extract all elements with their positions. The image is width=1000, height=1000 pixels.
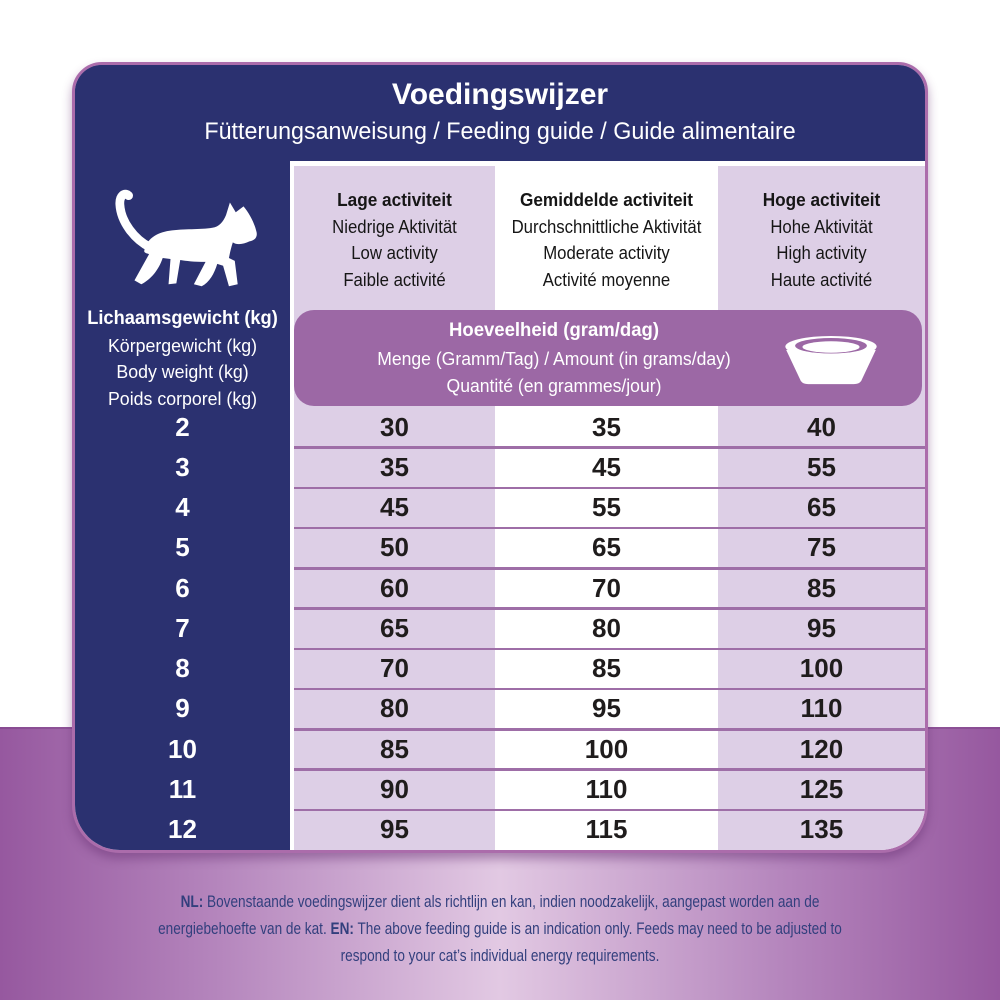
- table-row: [75, 568, 925, 608]
- column-label-en: Low activity: [351, 243, 438, 263]
- column-header-low-activity: [301, 166, 488, 310]
- moderate-activity-amount-cell: 70: [592, 572, 621, 603]
- moderate-activity-amount-cell: 110: [585, 774, 628, 805]
- weight-kg-cell: 9: [175, 693, 190, 724]
- weight-kg-cell: 8: [175, 653, 190, 684]
- moderate-activity-amount-cell: 100: [584, 733, 629, 764]
- weight-kg-cell: 7: [175, 612, 190, 643]
- low-activity-amount-cell: 50: [380, 532, 409, 563]
- weight-kg-cell: 11: [168, 774, 197, 805]
- weight-label-en: Body weight (kg): [116, 361, 249, 382]
- feeding-guide-card: [72, 62, 928, 853]
- high-activity-amount-cell: 125: [799, 774, 844, 805]
- footnote-en-label: EN:: [330, 919, 354, 938]
- column-label-nl: Gemiddelde activiteit: [519, 189, 694, 210]
- body-weight-header: [79, 306, 285, 412]
- column-label-de: Niedrige Aktivität: [332, 216, 457, 237]
- amount-label-de-en: Menge (Gramm/Tag) / Amount (in grams/day): [377, 347, 731, 369]
- weight-kg-cell: 10: [168, 733, 197, 764]
- weight-kg-cell: 3: [175, 451, 190, 482]
- high-activity-amount-cell: 85: [807, 572, 836, 603]
- high-activity-amount-cell: 95: [807, 612, 836, 643]
- high-activity-amount-cell: 100: [799, 653, 844, 684]
- low-activity-amount-cell: 80: [380, 693, 409, 724]
- footnote-nl-text: Bovenstaande voedingswijzer dient als richtlijn en kan, indien noodzakelijk, aangepast worden aan de energiebehoefte van de kat.: [158, 892, 820, 938]
- amount-label-nl: Hoeveelheid (gram/dag): [448, 319, 660, 341]
- high-activity-amount-cell: 65: [807, 492, 836, 523]
- feeding-rows: [75, 407, 925, 850]
- table-row: [75, 528, 925, 568]
- moderate-activity-amount-cell: 35: [592, 411, 621, 442]
- weight-kg-cell: 12: [168, 814, 197, 845]
- low-activity-amount-cell: 45: [380, 492, 409, 523]
- table-row: [75, 608, 925, 648]
- moderate-activity-amount-cell: 65: [592, 532, 621, 563]
- low-activity-amount-cell: 70: [380, 653, 409, 684]
- footnote: [146, 888, 853, 969]
- low-activity-amount-cell: 35: [380, 451, 409, 482]
- high-activity-amount-cell: 135: [799, 814, 844, 845]
- card-title-block: [75, 75, 925, 149]
- weight-label-nl: Lichaamsgewicht (kg): [87, 308, 278, 329]
- high-activity-amount-cell: 40: [807, 411, 836, 442]
- footnote-en-text: The above feeding guide is an indication only. Feeds may need to be adjusted to respond to your cat’s individual energy requirements.: [340, 919, 842, 965]
- table-row: [75, 488, 925, 528]
- table-row: [75, 447, 925, 487]
- cat-silhouette-icon: [90, 183, 288, 295]
- table-row: [75, 810, 925, 850]
- low-activity-amount-cell: 30: [380, 411, 409, 442]
- column-label-de: Hohe Aktivität: [770, 216, 873, 237]
- column-header-moderate-activity: [503, 166, 710, 310]
- low-activity-amount-cell: 65: [380, 612, 409, 643]
- column-label-en: Moderate activity: [543, 243, 670, 263]
- weight-kg-cell: 4: [175, 492, 190, 523]
- weight-kg-cell: 5: [175, 532, 190, 563]
- moderate-activity-amount-cell: 55: [592, 492, 621, 523]
- high-activity-amount-cell: 110: [800, 693, 843, 724]
- high-activity-amount-cell: 55: [807, 451, 836, 482]
- amount-banner: [294, 310, 922, 406]
- footnote-nl-label: NL:: [180, 892, 204, 911]
- weight-kg-cell: 2: [175, 411, 190, 442]
- amount-label-fr: Quantité (en grammes/jour): [446, 375, 662, 396]
- table-row: [75, 729, 925, 769]
- page-title: Voedingswijzer: [391, 78, 609, 111]
- column-header-high-activity: [725, 166, 918, 310]
- amount-banner-text: [331, 317, 778, 400]
- weight-label-fr: Poids corporel (kg): [107, 387, 258, 409]
- low-activity-amount-cell: 95: [380, 814, 409, 845]
- table-row: [75, 649, 925, 689]
- moderate-activity-amount-cell: 45: [592, 451, 621, 482]
- weight-kg-cell: 6: [175, 572, 190, 603]
- page-subtitle: Fütterungsanweisung / Feeding guide / Guide alimentaire: [204, 118, 796, 145]
- low-activity-amount-cell: 60: [380, 572, 409, 603]
- column-label-nl: Hoge activiteit: [762, 189, 881, 210]
- weight-label-de: Körpergewicht (kg): [107, 334, 258, 356]
- column-label-fr: Activité moyenne: [542, 269, 671, 290]
- low-activity-amount-cell: 90: [380, 774, 409, 805]
- table-row: [75, 689, 925, 729]
- low-activity-amount-cell: 85: [380, 733, 409, 764]
- high-activity-amount-cell: 75: [807, 532, 836, 563]
- column-label-en: High activity: [776, 243, 867, 263]
- moderate-activity-amount-cell: 95: [592, 693, 621, 724]
- food-bowl-icon: [778, 325, 884, 391]
- moderate-activity-amount-cell: 85: [592, 653, 621, 684]
- table-row: [75, 769, 925, 809]
- high-activity-amount-cell: 120: [799, 733, 844, 764]
- column-label-de: Durchschnittliche Aktivität: [511, 216, 702, 237]
- moderate-activity-amount-cell: 115: [585, 814, 628, 845]
- moderate-activity-amount-cell: 80: [592, 612, 621, 643]
- column-label-fr: Haute activité: [770, 269, 873, 290]
- column-label-nl: Lage activiteit: [337, 189, 452, 210]
- table-row: [75, 407, 925, 447]
- column-label-fr: Faible activité: [343, 269, 446, 290]
